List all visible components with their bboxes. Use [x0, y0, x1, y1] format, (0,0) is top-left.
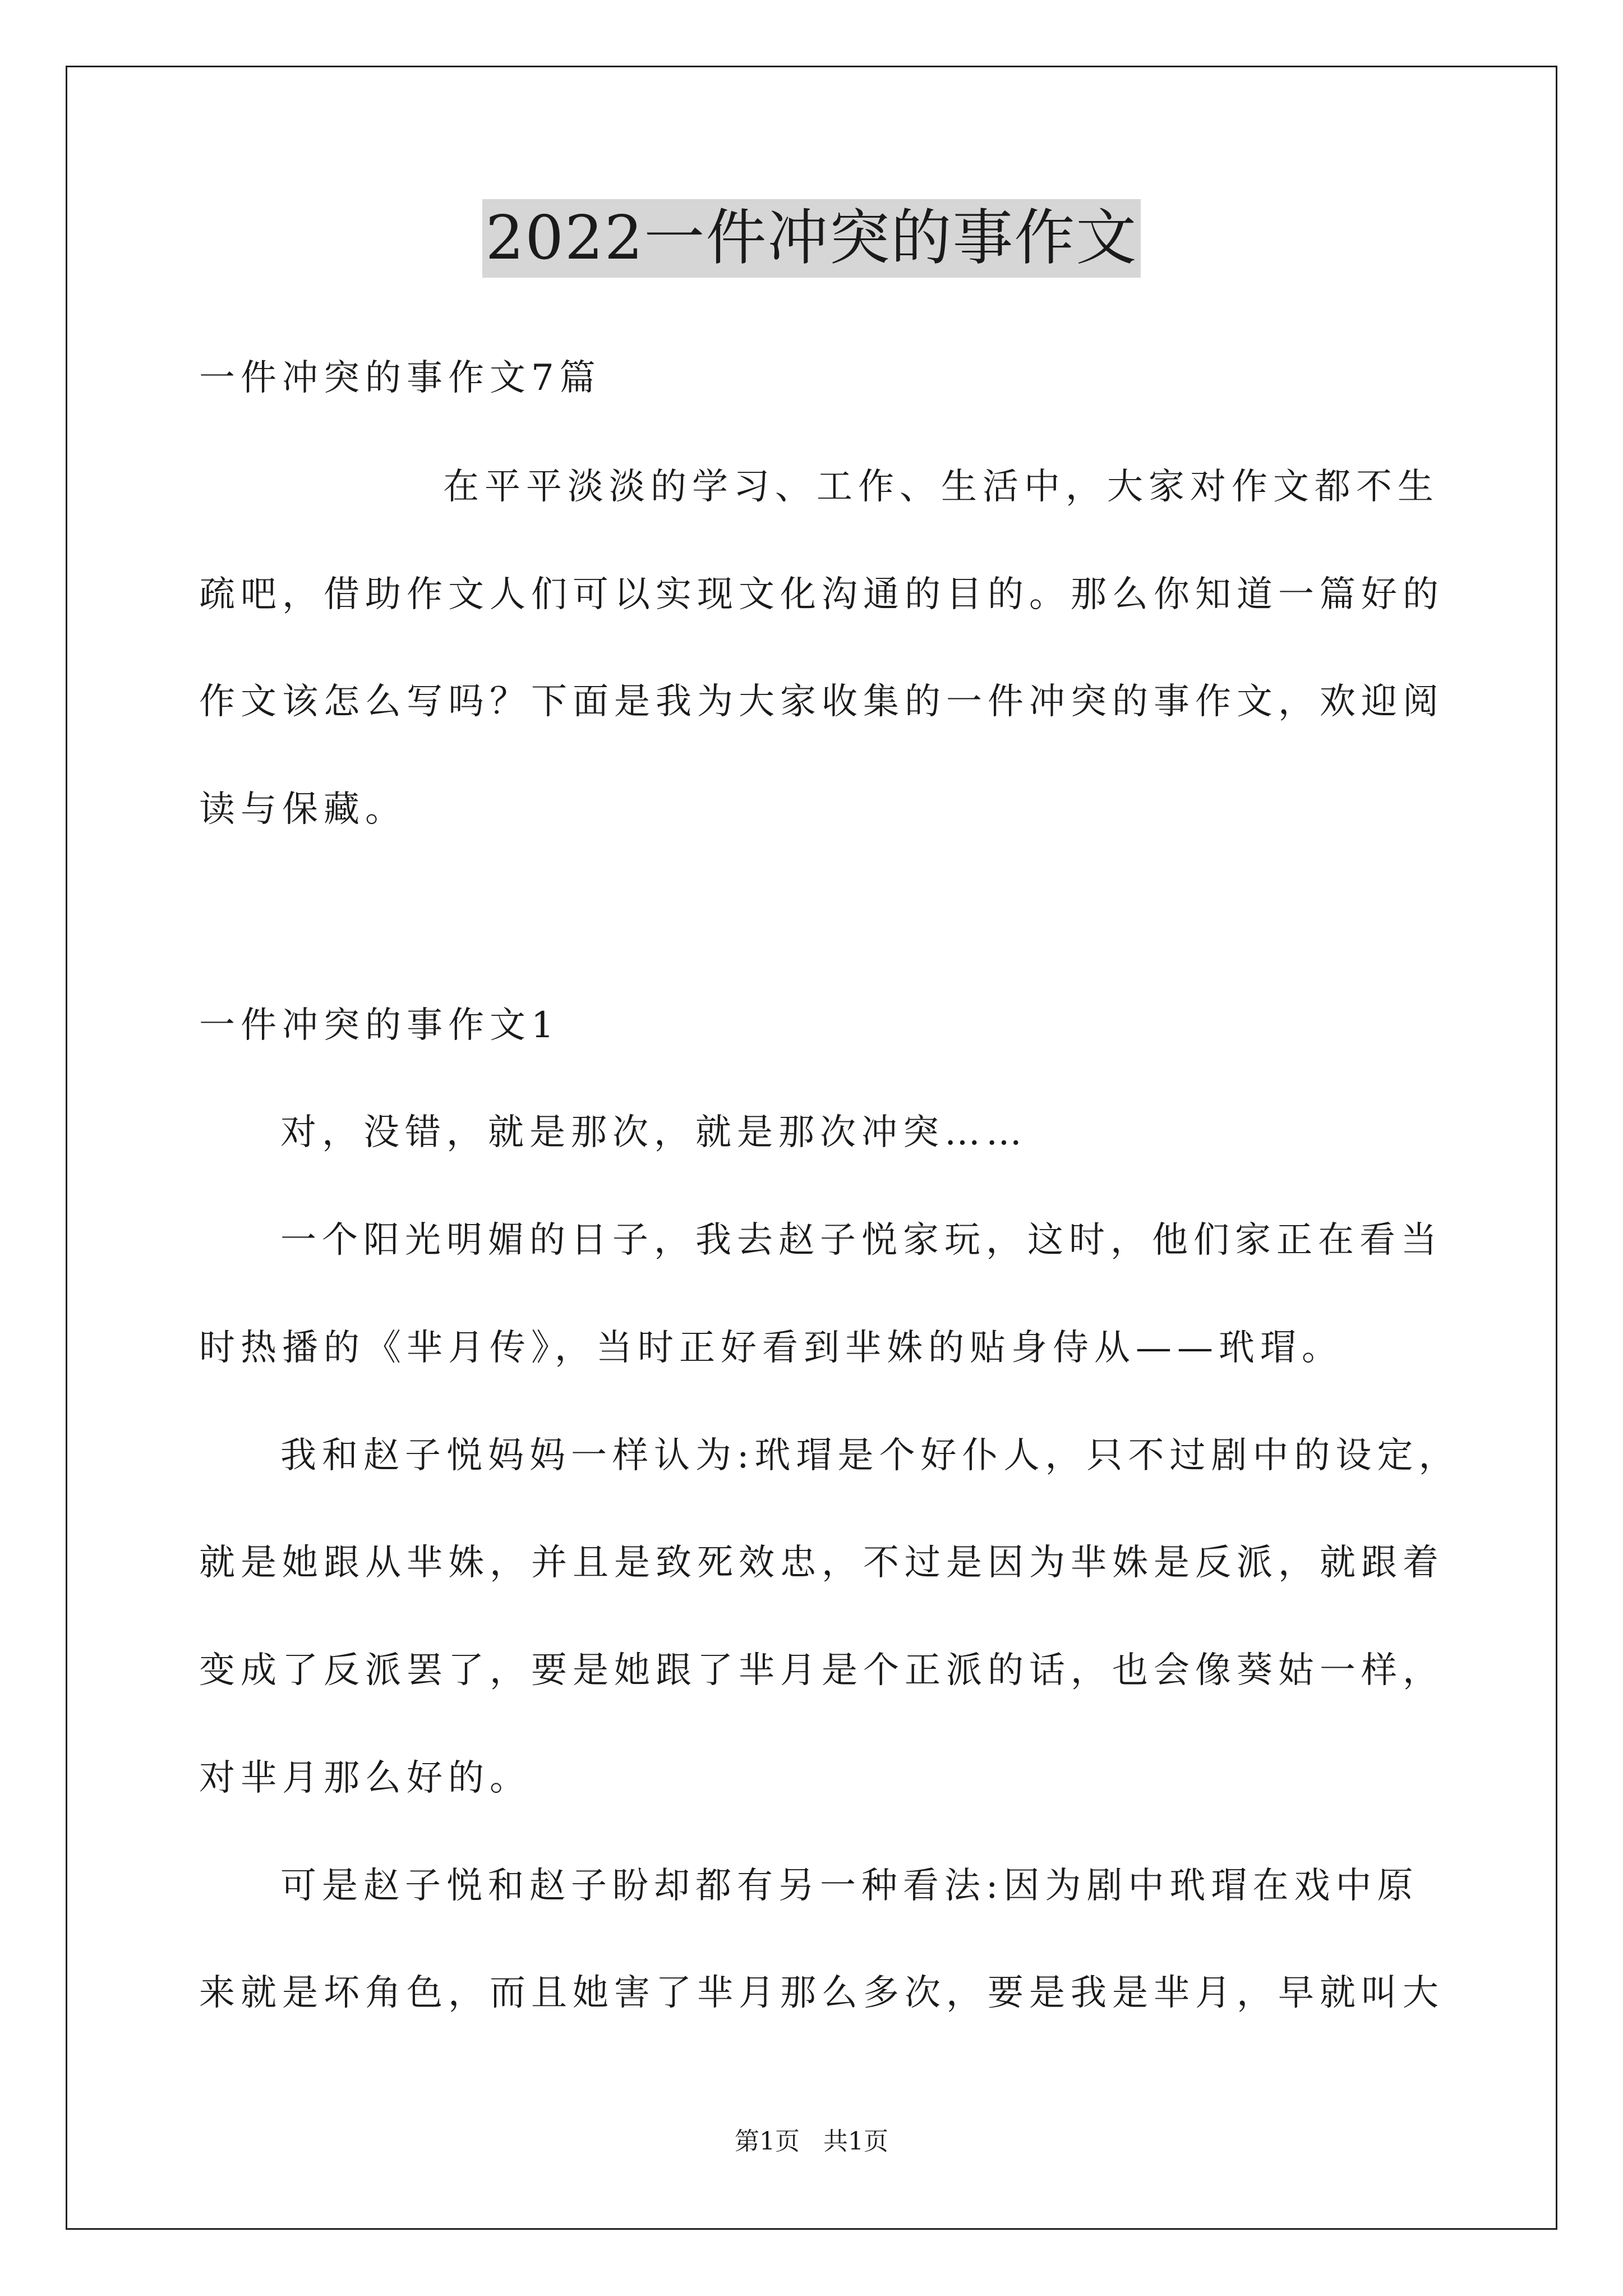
body-line: 对芈月那么好的。	[199, 1757, 531, 1799]
body-line: 我和赵子悦妈妈一样认为:玳瑁是个好仆人，只不过剧中的设定，	[280, 1435, 1460, 1476]
title-wrap	[0, 199, 1623, 278]
intro-line: 作文该怎么写吗？下面是我为大家收集的一件冲突的事作文，欢迎阅	[199, 681, 1444, 723]
body-line: 时热播的《芈月传》，当时正好看到芈姝的贴身侍从——玳瑁。	[199, 1327, 1343, 1369]
body-line: 对，没错，就是那次，就是那次冲突……	[280, 1112, 1027, 1153]
document-title: 2022一件冲突的事作文	[482, 199, 1141, 278]
page-footer	[0, 2126, 1623, 2157]
body-line: 来就是坏角色，而且她害了芈月那么多次，要是我是芈月，早就叫大	[199, 1972, 1444, 2014]
page-number: 第1页	[735, 2127, 800, 2156]
body-line: 可是赵子悦和赵子盼却都有另一种看法:因为剧中玳瑁在戏中原	[280, 1865, 1419, 1907]
document-subtitle: 一件冲突的事作文7篇	[199, 357, 601, 399]
intro-line: 疏吧，借助作文人们可以实现文化沟通的目的。那么你知道一篇好的	[199, 574, 1444, 615]
intro-line: 在平平淡淡的学习、工作、生活中，大家对作文都不生	[443, 466, 1439, 508]
page-total: 共1页	[823, 2127, 888, 2156]
body-line: 就是她跟从芈姝，并且是致死效忠，不过是因为芈姝是反派，就跟着	[199, 1542, 1444, 1584]
body-line: 一个阳光明媚的日子，我去赵子悦家玩，这时，他们家正在看当	[280, 1220, 1442, 1261]
section-heading: 一件冲突的事作文1	[199, 1005, 560, 1046]
intro-line: 读与保藏。	[199, 789, 407, 830]
body-line: 变成了反派罢了，要是她跟了芈月是个正派的话，也会像葵姑一样，	[199, 1650, 1444, 1691]
